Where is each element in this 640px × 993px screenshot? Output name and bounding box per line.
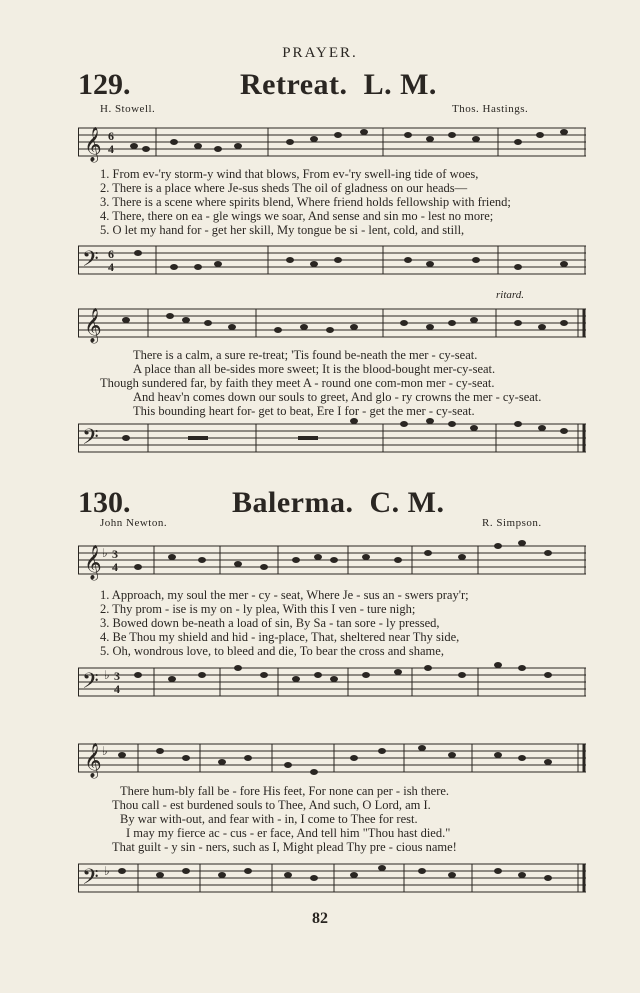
svg-text:6: 6 xyxy=(108,129,114,143)
svg-text:3: 3 xyxy=(112,547,118,561)
lyric-line: 1. Approach, my soul the mer - cy - seat, Where Je - sus an - swers pray'r; xyxy=(100,588,469,602)
treble-staff xyxy=(78,303,586,349)
lyric-line: 3. Bowed down be-neath a load of sin, By Sa - tan sore - ly pressed, xyxy=(100,616,440,630)
svg-text:𝄢: 𝄢 xyxy=(82,247,99,276)
svg-text:♭: ♭ xyxy=(104,864,110,878)
hymn-author: H. Stowell. xyxy=(100,103,156,115)
lyric-line: 1. From ev-'ry storm-y wind that blows, From ev-'ry swell-ing tide of woes, xyxy=(100,167,479,181)
lyric-line: Though sundered far, by faith they meet A - round one com-mon mer - cy-seat. xyxy=(100,376,495,390)
lyric-line: 2. There is a place where Je-sus sheds The oil of gladness on our heads— xyxy=(100,181,468,195)
svg-text:♭: ♭ xyxy=(102,546,108,560)
svg-text:4: 4 xyxy=(108,142,114,156)
tempo-marking: ritard. xyxy=(496,289,525,301)
section-heading: PRAYER. xyxy=(282,45,358,61)
lyric-line: That guilt - y sin - ners, such as I, Might plead Thy pre - cious name! xyxy=(112,840,457,854)
lyric-line: There hum-bly fall be - fore His feet, For none can per - ish there. xyxy=(120,784,450,798)
svg-text:𝄞: 𝄞 xyxy=(84,744,102,777)
svg-text:♭: ♭ xyxy=(104,668,110,682)
lyric-line: 5. Oh, wondrous love, to bleed and die, To bear the cross and shame, xyxy=(100,644,444,658)
hymn-number: 130. xyxy=(78,486,131,519)
hymn-title: Balerma. C. M. xyxy=(232,486,445,519)
svg-text:♭: ♭ xyxy=(102,744,108,758)
bass-staff xyxy=(78,858,586,904)
lyric-line: 5. O let my hand for - get her skill, My tongue be si - lent, cold, and still, xyxy=(100,223,465,237)
lyric-line: 3. There is a scene where spirits blend, Where friend holds fellowship with friend; xyxy=(100,195,511,209)
lyric-line: 4. There, there on ea - gle wings we soar, And sense and sin mo - lest no more; xyxy=(100,209,494,223)
svg-text:𝄢: 𝄢 xyxy=(82,425,99,454)
svg-text:4: 4 xyxy=(114,682,120,696)
svg-text:6: 6 xyxy=(108,247,114,261)
hymn-composer: R. Simpson. xyxy=(482,517,542,529)
treble-staff xyxy=(78,122,586,168)
hymn-author: John Newton. xyxy=(100,517,168,529)
lyric-line: By war with-out, and fear with - in, I come to Thee for rest. xyxy=(120,812,418,826)
hymn-title: Retreat. L. M. xyxy=(240,68,437,101)
bass-staff xyxy=(78,240,586,286)
lyric-line: And heav'n comes down our souls to greet, And glo - ry crowns the mer - cy-seat. xyxy=(133,390,542,404)
lyric-line: There is a calm, a sure re-treat; 'Tis found be-neath the mer - cy-seat. xyxy=(133,348,478,362)
lyric-line: I may my fierce ac - cus - er face, And tell him "Thou hast died." xyxy=(126,826,451,840)
page-number: 82 xyxy=(312,910,328,927)
svg-text:𝄢: 𝄢 xyxy=(82,669,99,698)
bass-staff xyxy=(78,418,586,464)
treble-staff xyxy=(78,738,586,784)
hymn-composer: Thos. Hastings. xyxy=(452,103,529,115)
svg-text:3: 3 xyxy=(114,669,120,683)
lyric-line: 2. Thy prom - ise is my on - ly plea, With this I ven - ture nigh; xyxy=(100,602,416,616)
svg-text:4: 4 xyxy=(112,560,118,574)
bass-staff xyxy=(78,662,586,708)
lyric-line: 4. Be Thou my shield and hid - ing-place, That, sheltered near Thy side, xyxy=(100,630,460,644)
svg-text:𝄞: 𝄞 xyxy=(84,128,102,161)
svg-text:4: 4 xyxy=(108,260,114,274)
treble-staff xyxy=(78,540,586,586)
svg-text:𝄢: 𝄢 xyxy=(82,865,99,894)
lyric-line: This bounding heart for- get to beat, Ere I for - get the mer - cy-seat. xyxy=(133,404,475,418)
lyric-line: A place than all be-sides more sweet; It is the blood-bought mer-cy-seat. xyxy=(133,362,496,376)
svg-text:𝄞: 𝄞 xyxy=(84,309,102,342)
hymn-number: 129. xyxy=(78,68,131,101)
lyric-line: Thou call - est burdened souls to Thee, And such, O Lord, am I. xyxy=(112,798,431,812)
svg-text:𝄞: 𝄞 xyxy=(84,546,102,579)
